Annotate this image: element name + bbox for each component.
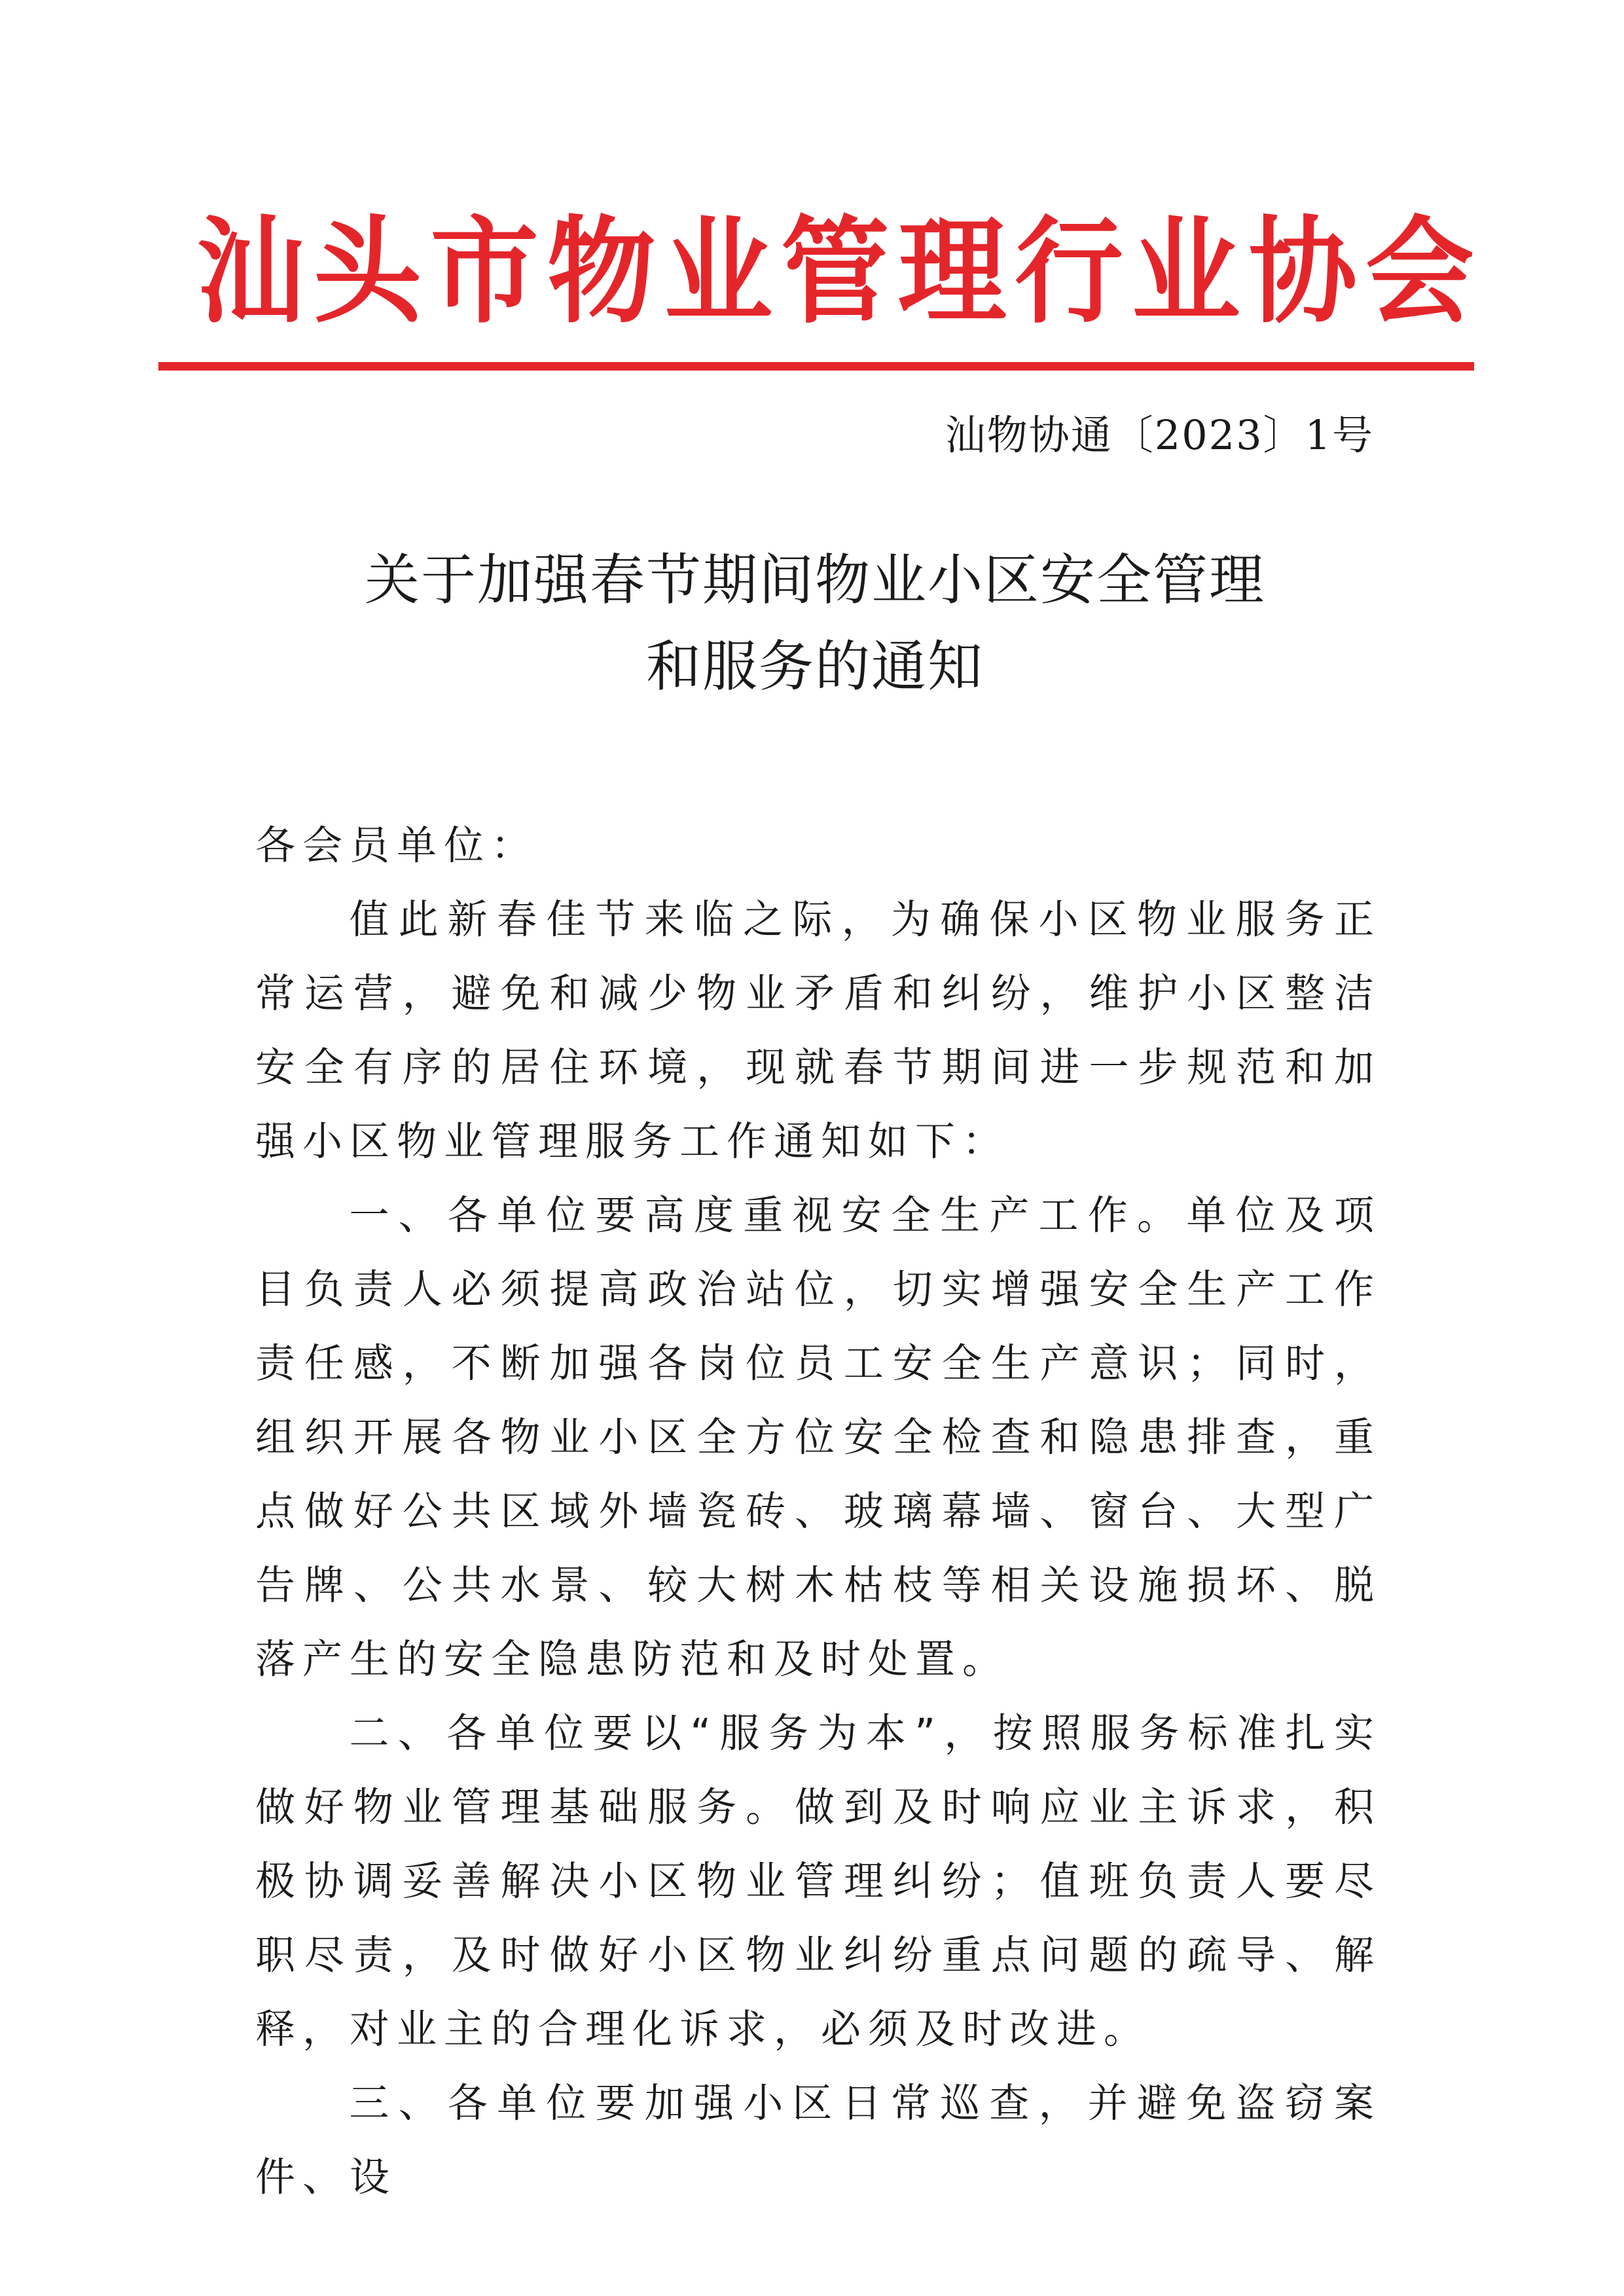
organization-letterhead: 汕头市物业管理行业协会: [196, 204, 1483, 339]
document-title: [157, 537, 1473, 710]
salutation: 各会员单位：: [255, 822, 539, 869]
body-paragraph-1: 一、各单位要高度重视安全生产工作。单位及项目负责人必须提高政治站位，切实增强安全生产工作责任感，不断加强各岗位员工安全生产意识；同时，组织开展各物业小区全方位安全检查和隐患排查，重点做好公共区域外墙瓷砖、玻璃幕墙、窗台、大型广告牌、公共水景、较大树木枯枝等相关设施损坏、脱落产生的安全隐患防范和及时处置。: [255, 1192, 1381, 1683]
body-paragraph-3: 三、各单位要加强小区日常巡查，并避免盗窃案件、设: [255, 2080, 1381, 2200]
body-paragraph-2: 二、各单位要以“服务为本”，按照服务标准扎实做好物业管理基础服务。做到及时响应业主诉求，积极协调妥善解决小区物业管理纠纷；值班负责人要尽职尽责，及时做好小区物业纠纷重点问题的疏导、解释，对业主的合理化诉求，必须及时改进。: [255, 1710, 1381, 2052]
title-line-2: 和服务的通知: [645, 634, 984, 699]
body-paragraph-intro: 值此新春佳节来临之际，为确保小区物业服务正常运营，避免和减少物业矛盾和纠纷，维护小区整洁安全有序的居住环境，现就春节期间进一步规范和加强小区物业管理服务工作通知如下：: [255, 896, 1381, 1165]
document-number: 汕物协通〔2023〕1号: [945, 411, 1374, 459]
document-body: [255, 809, 1381, 2214]
title-line-1: 关于加强春节期间物业小区安全管理: [364, 548, 1265, 612]
letterhead-divider: [158, 362, 1474, 371]
